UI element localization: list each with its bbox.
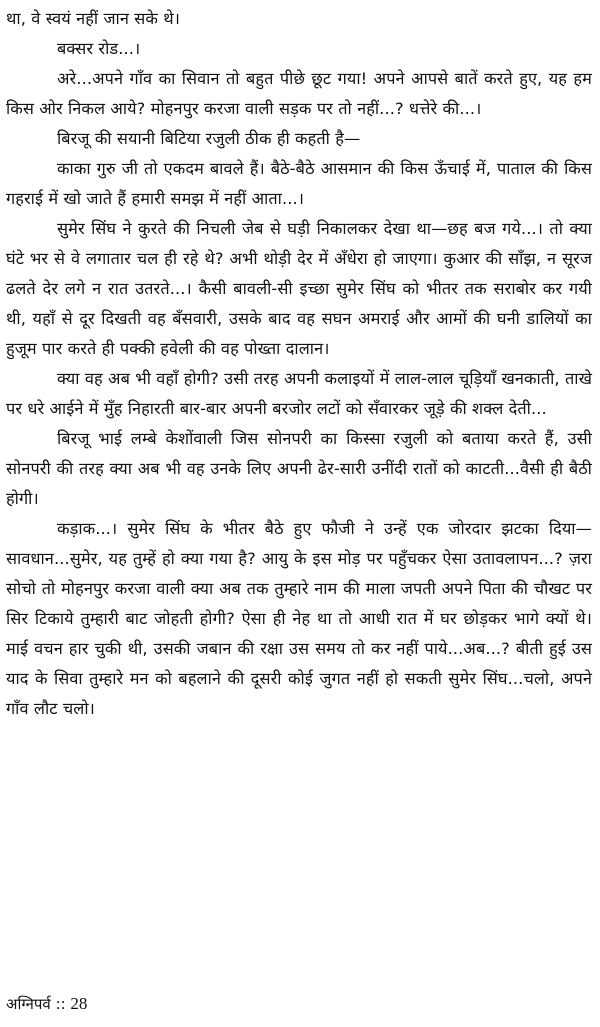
paragraph-4: बिरजू की सयानी बिटिया रजुली ठीक ही कहती है— [57,129,361,148]
page-body-text [6,4,592,724]
paragraph-9: कड़ाक...। सुमेर सिंघ के भीतर बैठे हुए फौजी ने उन्हें एक जोरदार झटका दिया—सावधान...सुमेर, यह तुम्हें हो क्या गया है? आयु के इस मोड़ पर पहुँचकर ऐसा उतावलापन...? ज़रा सोचो तो मोहनपुर करजा वाली क्या अब तक तुम्हारे नाम की माला जपती अपने पिता की चौखट पर सिर टिकाये तुम्हारी बाट जोहती होगी? ऐसा ही नेह था तो आधी रात में घर छोड़कर भागे क्यों थे। माई वचन हार चुकी थी, उसकी जबान की रक्षा उस समय तो कर नहीं पाये...अब...? बीती हुई उस याद के सिवा तुम्हारे मन को बहलाने की दूसरी कोई जुगत नहीं हो सकती सुमेर सिंघ...चलो, अपने गाँव लौट चलो। [6,519,592,718]
paragraph-7: क्या वह अब भी वहाँ होगी? उसी तरह अपनी कलाइयों में लाल-लाल चूड़ियाँ खनकाती, ताखे पर धरे आईने में मुँह निहारती बार-बार अपनी बरजोर लटों को सँवारकर जूड़े की शक्ल देती... [6,369,592,418]
paragraph-6: सुमेर सिंघ ने कुरते की निचली जेब से घड़ी निकालकर देखा था—छह बज गये...। तो क्या घंटे भर से वे लगातार चल ही रहे थे? अभी थोड़ी देर में अँधेरा हो जाएगा। कुआर की साँझ, न सूरज ढलते देर लगे न रात उतरते...। कैसी बावली-सी इच्छा सुमेर सिंघ को भीतर तक सराबोर कर गयी थी, यहाँ से दूर दिखती वह बँसवारी, उसके बाद वह सघन अमराई और आमों की घनी डालियों का हुजूम पार करते ही पक्की हवेली की वह पोख्ता दालान। [6,219,592,358]
footer-separator: :: [50,995,71,1013]
paragraph-5: काका गुरु जी तो एकदम बावले हैं। बैठे-बैठे आसमान की किस ऊँचाई में, पाताल की किस गहराई में खो जाते हैं हमारी समझ में नहीं आता...। [6,159,592,208]
paragraph-2: बक्सर रोड...। [57,39,141,58]
book-title: अग्निपर्व [6,995,51,1013]
page-footer [6,994,87,1014]
paragraph-1: था, वे स्वयं नहीं जान सके थे। [6,9,181,28]
page-number: 28 [70,994,88,1013]
paragraph-3: अरे...अपने गाँव का सिवान तो बहुत पीछे छूट गया! अपने आपसे बातें करते हुए, यह हम किस ओर निकल आये? मोहनपुर करजा वाली सड़क पर तो नहीं...? धत्तेरे की...। [6,69,592,118]
paragraph-8: बिरजू भाई लम्बे केशोंवाली जिस सोनपरी का किस्सा रजुली को बताया करते हैं, उसी सोनपरी की तरह क्या अब भी वह उनके लिए अपनी ढेर-सारी उनींदी रातों को काटती...वैसी ही बैठी होगी। [6,429,592,508]
